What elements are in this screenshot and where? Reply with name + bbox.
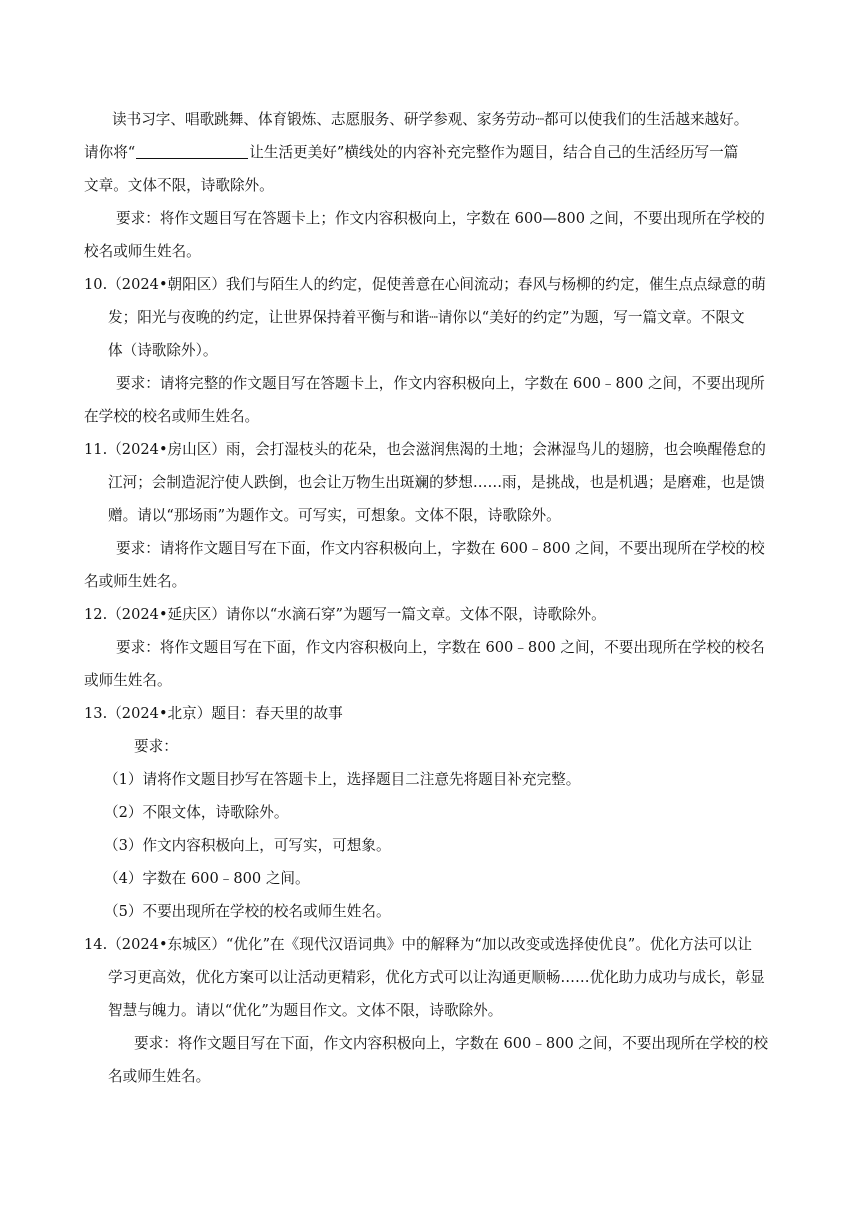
q14-line-3: 智慧与魄力。请以“优化”为题目作文。文体不限，诗歌除外。 — [108, 1002, 503, 1019]
q13-line-1: 13.（2024•北京）题目：春天里的故事 — [84, 705, 343, 722]
q13-requirement-label: 要求： — [134, 738, 178, 755]
q14-line-2: 学习更高效，优化方案可以让活动更精彩，优化方式可以让沟通更顺畅……优化助力成功与成长，彰显 — [108, 969, 765, 986]
intro-line-2: 请你将“ 让生活更美好”横线处的内容补充完整作为题目，结合自己的生活经历写一篇 — [84, 144, 739, 161]
q11-requirement-2: 名或师生姓名。 — [84, 573, 187, 590]
q12-line-1: 12.（2024•延庆区）请你以“水滴石穿”为题写一篇文章。文体不限，诗歌除外。 — [84, 606, 606, 623]
q13-requirement-item: （3）作文内容积极向上，可写实，可想象。 — [104, 837, 391, 854]
q13-requirement-item: （4）字数在 600﹣800 之间。 — [104, 870, 310, 887]
q14-line-1: 14.（2024•东城区）“优化”在《现代汉语词典》中的解释为“加以改变或选择使优良”。优化方法可以让 — [84, 936, 752, 953]
q10-line-3: 体（诗歌除外）。 — [108, 342, 218, 359]
fill-in-blank — [136, 144, 248, 159]
q14-requirement-2: 名或师生姓名。 — [108, 1068, 211, 1085]
q11-requirement-1: 要求：请将作文题目写在下面，作文内容积极向上，字数在 600﹣800 之间，不要出现所在学校的校 — [116, 540, 765, 557]
q13-requirement-item: （1）请将作文题目抄写在答题卡上，选择题目二注意先将题目补充完整。 — [104, 771, 581, 788]
q10-line-2: 发；阳光与夜晚的约定，让世界保持着平衡与和谐┈请你以“美好的约定”为题，写一篇文章。不限文 — [108, 309, 745, 326]
q10-requirement-2: 在学校的校名或师生姓名。 — [84, 408, 260, 425]
intro-line-3: 文章。文体不限，诗歌除外。 — [84, 177, 274, 194]
q11-line-2: 江河；会制造泥泞使人跌倒，也会让万物生出斑斓的梦想……雨，是挑战，也是机遇；是磨难，也是馈 — [108, 474, 765, 491]
q12-requirement-2: 或师生姓名。 — [84, 672, 172, 689]
q10-requirement-1: 要求：请将完整的作文题目写在答题卡上，作文内容积极向上，字数在 600﹣800 之间，不要出现所 — [116, 375, 765, 392]
q11-line-1: 11.（2024•房山区）雨，会打湿枝头的花朵，也会滋润焦渴的土地；会淋湿鸟儿的翅膀，也会唤醒倦怠的 — [84, 441, 766, 458]
intro-requirement-1: 要求：将作文题目写在答题卡上；作文内容积极向上，字数在 600—800 之间，不要出现所在学校的 — [116, 210, 765, 227]
q11-line-3: 赠。请以“那场雨”为题作文。可写实，可想象。文体不限，诗歌除外。 — [108, 507, 561, 524]
q13-requirement-item: （2）不限文体，诗歌除外。 — [104, 804, 289, 821]
q13-requirement-item: （5）不要出现所在学校的校名或师生姓名。 — [104, 903, 391, 920]
q10-line-1: 10.（2024•朝阳区）我们与陌生人的约定，促使善意在心间流动；春风与杨柳的约定，催生点点绿意的萌 — [84, 276, 766, 293]
intro-line-1: 读书习字、唱歌跳舞、体育锻炼、志愿服务、研学参观、家务劳动┈都可以使我们的生活越来越好。 — [112, 111, 749, 128]
intro-requirement-2: 校名或师生姓名。 — [84, 243, 201, 260]
q12-requirement-1: 要求：将作文题目写在下面，作文内容积极向上，字数在 600﹣800 之间，不要出现所在学校的校名 — [116, 639, 765, 656]
q14-requirement-1: 要求：将作文题目写在下面，作文内容积极向上，字数在 600﹣800 之间，不要出现所在学校的校 — [134, 1035, 769, 1052]
